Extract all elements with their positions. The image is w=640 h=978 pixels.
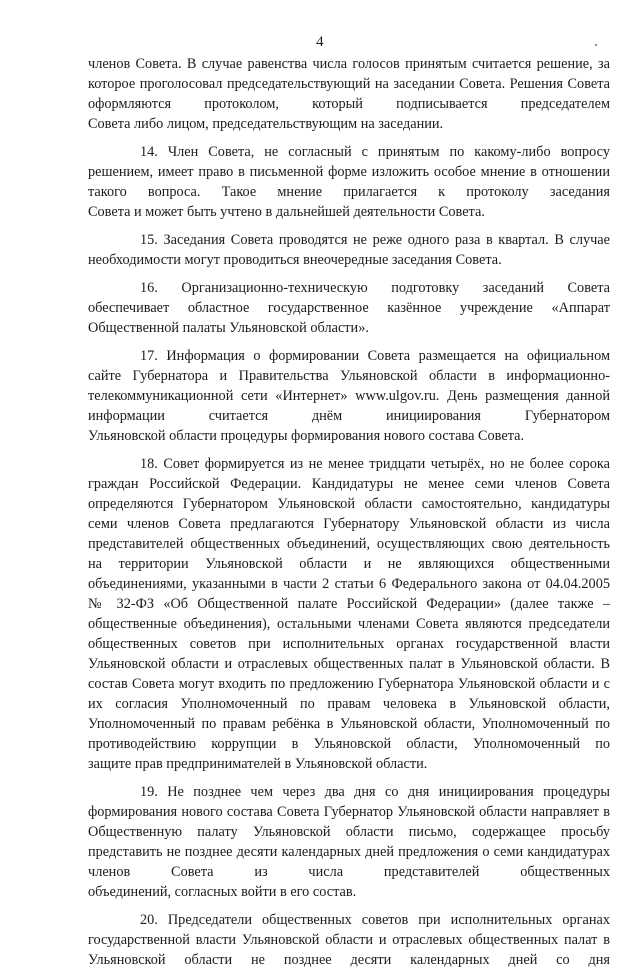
paragraph-17	[88, 346, 610, 446]
paragraph-text: 19. Не позднее чем через два дня со дня инициирования процедуры формирования нового состава Совета Губернатор Ульяновской области направляет в Общественную палату Ульяновской области письмо, содержащее просьбу представить не позднее десяти календарных дней предложения о семи кандидатурах членов Совета из числа представителей общественных	[88, 784, 610, 880]
scan-speck	[595, 44, 597, 46]
paragraph-text: 17. Информация о формировании Совета размещается на официальном сайте Губернатора и Правительства Ульяновской области в информационно-телекоммуникационной сети «Интернет» www.ulgov.ru. День размещения данной информации считается днём инициирования Губернатором	[88, 348, 610, 424]
paragraph-18	[88, 454, 610, 774]
paragraph-text: 16. Организационно-техническую подготовку заседаний Совета обеспечивает областное государственное казённое учреждение «Аппарат	[88, 280, 610, 316]
paragraph-16	[88, 278, 610, 338]
paragraph-text: 14. Член Совета, не согласный с принятым по какому-либо вопросу решением, имеет право в письменной форме изложить особое мнение в отношении такого вопроса. Такое мнение прилагается к протоколу заседания	[88, 144, 610, 200]
paragraph-last-line: объединений, согласных войти в его состав.	[88, 884, 357, 900]
page-number: 4	[316, 34, 324, 50]
document-body	[88, 54, 610, 978]
paragraph-text: 20. Председатели общественных советов при исполнительных органах государственной власти Ульяновской области и отраслевых общественных палат в Ульяновской области не позднее десяти календарных дней со дня	[88, 912, 610, 968]
paragraph-15	[88, 230, 610, 270]
paragraph-last-line: необходимости могут проводиться внеочередные заседания Совета.	[88, 252, 502, 268]
paragraph-text: 18. Совет формируется из не менее тридцати четырёх, но не более сорока граждан Российской Федерации. Кандидатуры не менее семи членов Совета определяются Губернатором Ульяновской области самостоятельно, кандидатуры семи членов Совета предлагаются Губернатору Ульяновской области из числа представителей общественных объединений, осуществляющих свою деятельность на территории Ульяновской области и не являющихся общественными объединениями, указанными в части 2 статьи 6 Федерального закона от 04.04.2005 № 32-ФЗ «Об Общественной палате Российской Федерации» (далее также – общественные объединения), остальными членами Совета являются председатели общественных советов при исполнительных органах государственной власти Ульяновской области и отраслевых общественных палат в Ульяновской области. В состав Совета могут входить по предложению Губернатора Ульяновской области и с их согласия Уполномоченный по правам человека в Ульяновской области, Уполномоченный по правам ребёнка в Ульяновской области, Уполномоченный по противодействию коррупции в Ульяновской области, Уполномоченный по	[88, 456, 610, 752]
paragraph-14	[88, 142, 610, 222]
paragraph-text: 15. Заседания Совета проводятся не реже одного раза в квартал. В случае	[140, 232, 610, 248]
paragraph-20	[88, 910, 610, 970]
paragraph-last-line: Совета и может быть учтено в дальнейшей деятельности Совета.	[88, 204, 485, 220]
paragraph-last-line: Ульяновской области процедуры формирования нового состава Совета.	[88, 428, 525, 444]
paragraph-text: членов Совета. В случае равенства числа голосов принятым считается решение, за которое проголосовал председательствующий на заседании Совета. Решения Совета оформляются протоколом, который подписывается председателем	[88, 56, 610, 112]
paragraph-last-line: Совета либо лицом, председательствующим на заседании.	[88, 116, 444, 132]
paragraph-last-line: защите прав предпринимателей в Ульяновской области.	[88, 756, 428, 772]
paragraph-19	[88, 782, 610, 902]
paragraph-last-line: Общественной палаты Ульяновской области».	[88, 320, 369, 336]
paragraph-continuation	[88, 54, 610, 134]
